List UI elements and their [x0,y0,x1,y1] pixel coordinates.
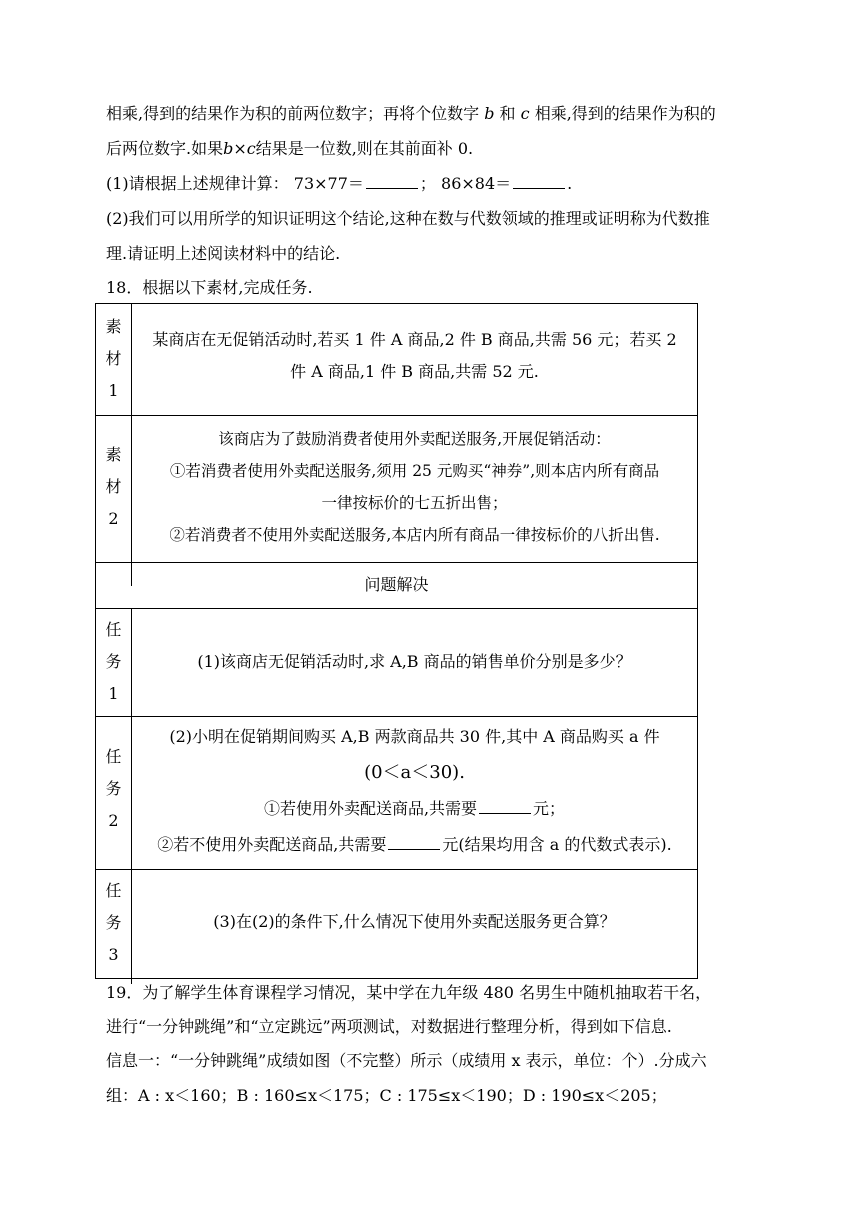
material-1-content [132,324,697,388]
text: 元(结果均用含 a 的代数式表示). [442,835,672,854]
var-c: c [520,104,530,123]
task-2-row [96,716,697,870]
problem-solving-row [96,562,697,609]
question-19-line-4: 组：A : x＜160；B : 160≤x＜175；C : 175≤x＜190；D : 190≤x＜205； [106,1086,667,1105]
materials-table [95,303,698,979]
intro-line-1 [106,104,716,124]
task-2-condition: (0＜a＜30). [364,762,465,783]
answer-blank[interactable] [479,799,531,814]
material-2-line-2: ①若消费者使用外卖配送服务,须用 25 元购买“神券”,则本店内所有商品 [169,462,660,480]
text: ①若使用外卖配送商品,共需要 [263,799,478,818]
task-2-content [132,719,697,863]
expr-73x77: 73×77＝ [293,174,364,193]
text: . [567,174,573,193]
var-b: b [484,104,495,123]
task-1-row [96,608,697,717]
expr-86x84: 86×84＝ [441,174,512,193]
material-1-line-1: 某商店在无促销活动时,若买 1 件 A 商品,2 件 B 商品,共需 56 元；若买 2 [152,330,677,349]
task-1-label: 任 务 1 [96,609,132,722]
text: ； [419,174,436,193]
material-1-label: 素 材 1 [96,304,132,422]
question-17-2-line-2: 理.请证明上述阅读材料中的结论. [106,244,341,263]
text: 后两位数字.如果 [106,139,224,158]
intro-line-2 [106,139,473,159]
material-2-line-1: 该商店为了鼓励消费者使用外卖配送服务,开展促销活动： [218,430,611,448]
task-3-label: 任 务 3 [96,870,132,984]
material-2-line-4: ②若消费者不使用外卖配送服务,本店内所有商品一律按标价的八折出售. [169,526,660,544]
question-18-title: 18．根据以下素材,完成任务. [106,278,313,297]
material-1-line-2: 件 A 商品,1 件 B 商品,共需 52 元. [290,362,539,381]
task-2-label: 任 务 2 [96,717,132,894]
text: 结果是一位数,则在其前面补 0. [255,139,474,158]
expr-bxc: b×c [223,139,256,158]
task-3-row [96,869,697,979]
text: 和 [499,104,516,123]
task-2-line-4 [132,827,697,863]
task-1-text: (1)该商店无促销活动时,求 A,B 商品的销售单价分别是多少？ [197,652,632,671]
task-3-text: (3)在(2)的条件下,什么情况下使用外卖配送服务更合算？ [213,912,616,931]
answer-blank[interactable] [388,835,440,850]
task-2-line-3 [132,791,697,827]
answer-blank[interactable] [366,174,418,189]
task-2-line-1: (2)小明在促销期间购买 A,B 两款商品共 30 件,其中 A 商品购买 a 件 [169,727,660,746]
text: 相乘,得到的结果作为积的 [534,104,716,123]
text: 元； [533,799,566,818]
answer-blank[interactable] [513,174,565,189]
text: 相乘,得到的结果作为积的前两位数字；再将个位数字 [106,104,480,123]
question-19-line-2: 进行“一分钟跳绳”和“立定跳远”两项测试，对数据进行整理分析，得到如下信息. [106,1017,672,1036]
question-17-1 [106,174,572,194]
question-19-line-3: 信息一：“一分钟跳绳”成绩如图（不完整）所示（成绩用 x 表示，单位：个）.分成六 [106,1051,707,1070]
material-2-label: 素 材 2 [96,416,132,586]
text: (1)请根据上述规律计算： [106,174,289,193]
material-2-row [96,415,697,563]
question-17-2-line-1: (2)我们可以用所学的知识证明这个结论,这种在数与代数领域的推理或证明称为代数推 [106,209,710,228]
question-19-line-1: 19．为了解学生体育课程学习情况，某中学在九年级 480 名男生中随机抽取若干名， [106,983,712,1002]
material-2-line-3: 一律按标价的七五折出售； [321,494,508,512]
problem-solving-heading: 问题解决 [364,575,429,594]
material-1-row [96,304,697,415]
text: ②若不使用外卖配送商品,共需要 [157,835,387,854]
material-2-content [132,423,697,551]
